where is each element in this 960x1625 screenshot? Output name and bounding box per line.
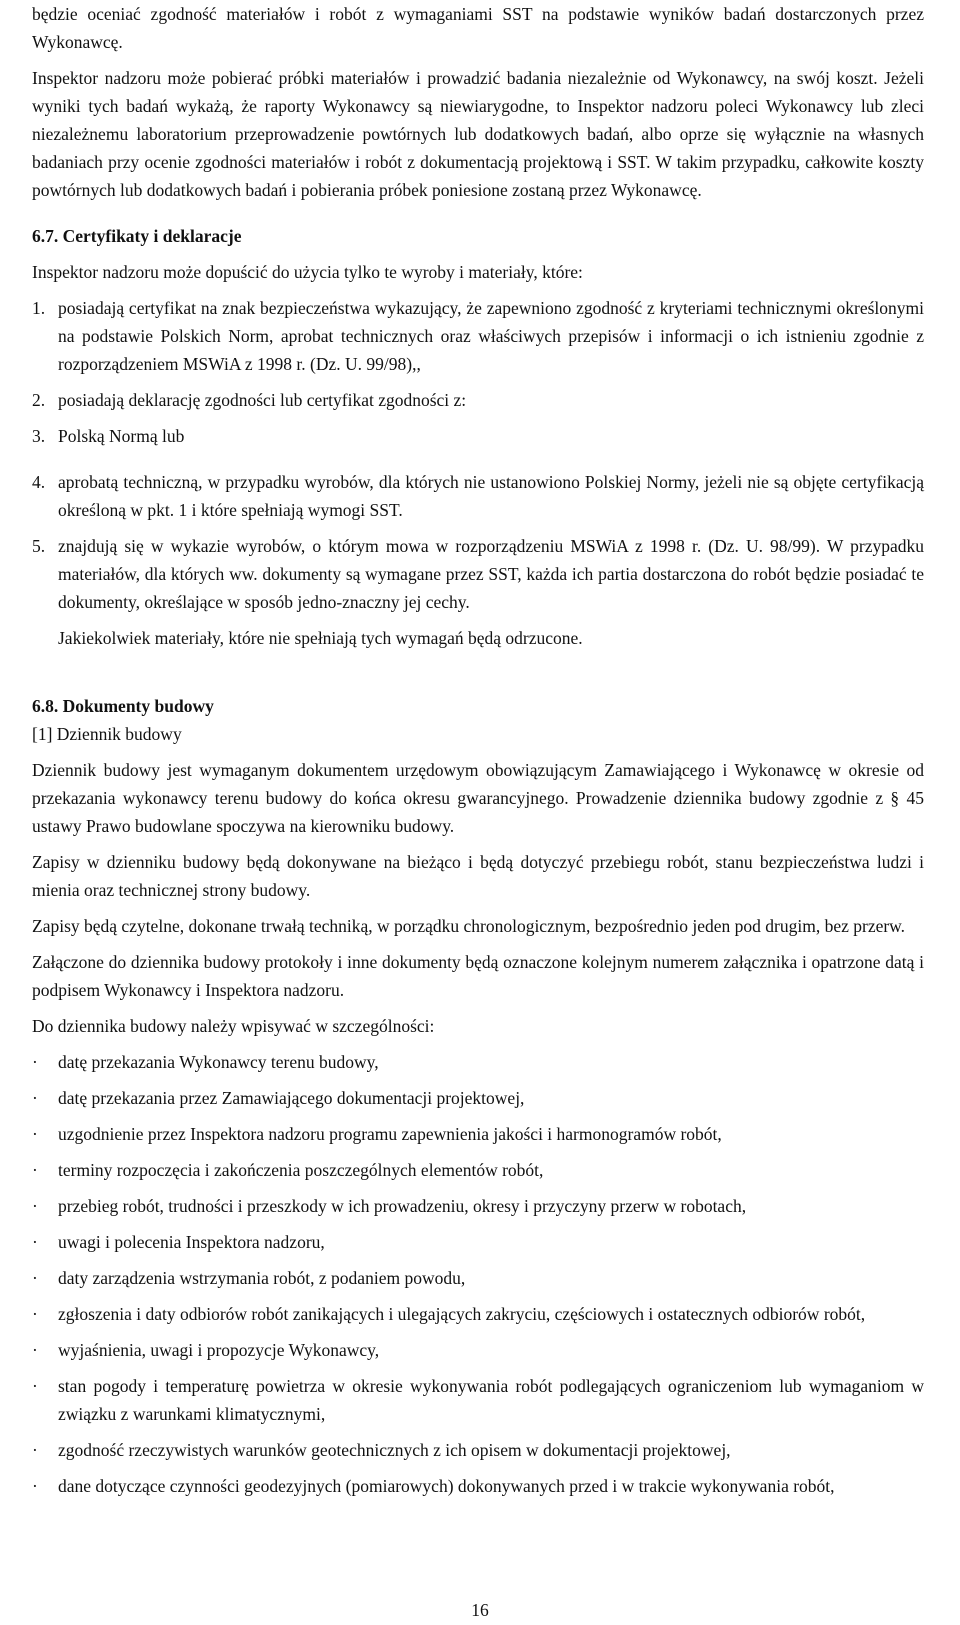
list-item-text: daty zarządzenia wstrzymania robót, z podaniem powodu, xyxy=(58,1268,466,1288)
list-item xyxy=(32,468,924,524)
list-item-text: posiadają deklarację zgodności lub certyfikat zgodności z: xyxy=(58,390,467,410)
list-item xyxy=(32,1472,924,1500)
list-item-text: uzgodnienie przez Inspektora nadzoru programu zapewnienia jakości i harmonogramów robót, xyxy=(58,1124,722,1144)
list-item-text: przebieg robót, trudności i przeszkody w ich prowadzeniu, okresy i przyczyny przerw w robotach, xyxy=(58,1196,747,1216)
bullet-dot: · xyxy=(32,1124,38,1144)
section-6-8-paragraph: Dziennik budowy jest wymaganym dokumentem urzędowym obowiązującym Zamawiającego i Wykonawcę w okresie od przekazania wykonawcy terenu budowy do końca okresu gwarancyjnego. Prowadzenie dziennika budowy zgodnie z § 45 ustawy Prawo budowlane spoczywa na kierowniku budowy. xyxy=(32,760,924,836)
list-item-text: uwagi i polecenia Inspektora nadzoru, xyxy=(58,1232,325,1252)
list-item xyxy=(32,1436,924,1464)
section-6-7-lead: Inspektor nadzoru może dopuścić do użycia tylko te wyroby i materiały, które: xyxy=(32,262,583,282)
intro-paragraph-2: Inspektor nadzoru może pobierać próbki materiałów i prowadzić badania niezależnie od Wykonawcy, na swój koszt. Jeżeli wyniki tych badań wykażą, że raporty Wykonawcy są niewiarygodne, to Inspektor nadzoru poleci Wykonawcy lub zleci niezależnemu laboratorium przeprowadzenie powtórnych lub dodatkowych badań, albo oprze się wyłącznie na własnych badaniach przy ocenie zgodności materiałów i robót z dokumentacją projektową i SST. W takim przypadku, całkowite koszty powtórnych lub dodatkowych badań i pobierania próbek poniesione zostaną przez Wykonawcę. xyxy=(32,68,924,200)
list-item-text: dane dotyczące czynności geodezyjnych (pomiarowych) dokonywanych przed i w trakcie wykonywania robót, xyxy=(58,1476,835,1496)
section-6-7-closing: Jakiekolwiek materiały, które nie spełniają tych wymagań będą odrzucone. xyxy=(58,628,583,648)
list-item xyxy=(32,1264,924,1292)
section-6-7-heading: 6.7. Certyfikaty i deklaracje xyxy=(32,226,242,246)
list-item xyxy=(32,294,924,378)
list-item xyxy=(32,1228,924,1256)
list-item-number: 1. xyxy=(32,298,46,318)
list-item xyxy=(32,386,924,414)
section-6-8-paragraph: Do dziennika budowy należy wpisywać w szczególności: xyxy=(32,1016,435,1036)
list-item-number: 4. xyxy=(32,472,46,492)
list-item xyxy=(32,1300,924,1328)
list-item xyxy=(32,1336,924,1364)
page-body xyxy=(32,0,924,1508)
list-item xyxy=(32,1372,924,1428)
list-item xyxy=(32,1120,924,1148)
list-item-text: wyjaśnienia, uwagi i propozycje Wykonawcy, xyxy=(58,1340,380,1360)
bullet-list xyxy=(32,1048,924,1500)
bullet-dot: · xyxy=(32,1052,38,1072)
bullet-dot: · xyxy=(32,1476,38,1496)
bullet-dot: · xyxy=(32,1440,38,1460)
bullet-dot: · xyxy=(32,1268,38,1288)
list-item-text: zgłoszenia i daty odbiorów robót zanikających i ulegających zakryciu, częściowych i ostatecznych odbiorów robót, xyxy=(58,1304,866,1324)
list-item xyxy=(32,532,924,616)
list-item xyxy=(32,1156,924,1184)
section-6-8-paragraph: Zapisy w dzienniku budowy będą dokonywane na bieżąco i będą dotyczyć przebiegu robót, stanu bezpieczeństwa ludzi i mienia oraz technicznej strony budowy. xyxy=(32,852,924,900)
list-item-text: datę przekazania Wykonawcy terenu budowy, xyxy=(58,1052,379,1072)
list-item-text: posiadają certyfikat na znak bezpieczeństwa wykazujący, że zapewniono zgodność z kryteriami technicznymi określonymi na podstawie Polskich Norm, aprobat technicznych oraz właściwych przepisów i informacji o ich istnieniu zgodnie z rozporządzeniem MSWiA z 1998 r. (Dz. U. 99/98),, xyxy=(58,298,924,374)
list-item-text: Polską Normą lub xyxy=(58,426,185,446)
list-item-text: terminy rozpoczęcia i zakończenia poszczególnych elementów robót, xyxy=(58,1160,544,1180)
list-item-text: stan pogody i temperaturę powietrza w okresie wykonywania robót podlegających ograniczeniom lub wymaganiom w związku z warunkami klimatycznymi, xyxy=(58,1376,924,1424)
intro-paragraph-1: będzie oceniać zgodność materiałów i robót z wymaganiami SST na podstawie wyników badań dostarczonych przez Wykonawcę. xyxy=(32,4,924,52)
bullet-dot: · xyxy=(32,1196,38,1216)
bullet-dot: · xyxy=(32,1232,38,1252)
list-item xyxy=(32,422,924,450)
list-item-number: 2. xyxy=(32,390,46,410)
list-item xyxy=(32,1048,924,1076)
page-number: 16 xyxy=(471,1600,489,1620)
section-6-8-subheading: [1] Dziennik budowy xyxy=(32,724,182,744)
bullet-dot: · xyxy=(32,1088,38,1108)
list-item-text: aprobatą techniczną, w przypadku wyrobów, dla których nie ustanowiono Polskiej Normy, jeżeli nie są objęte certyfikacją określoną w pkt. 1 i które spełniają wymogi SST. xyxy=(58,472,924,520)
list-item-text: znajdują się w wykazie wyrobów, o którym mowa w rozporządzeniu MSWiA z 1998 r. (Dz. U. 98/99). W przypadku materiałów, dla których ww. dokumenty są wymagane przez SST, każda ich partia dostarczona do robót będzie posiadać te dokumenty, określające w sposób jedno-znaczny jej cechy. xyxy=(58,536,924,612)
section-6-8-paragraph: Załączone do dziennika budowy protokoły i inne dokumenty będą oznaczone kolejnym numerem załącznika i opatrzone datą i podpisem Wykonawcy i Inspektora nadzoru. xyxy=(32,952,924,1000)
bullet-dot: · xyxy=(32,1376,38,1396)
section-6-8-paragraph: Zapisy będą czytelne, dokonane trwałą techniką, w porządku chronologicznym, bezpośrednio jeden pod drugim, bez przerw. xyxy=(32,916,906,936)
list-item-number: 5. xyxy=(32,536,46,556)
list-item xyxy=(32,1192,924,1220)
bullet-dot: · xyxy=(32,1160,38,1180)
list-item-number: 3. xyxy=(32,426,46,446)
list-item-text: zgodność rzeczywistych warunków geotechnicznych z ich opisem w dokumentacji projektowej, xyxy=(58,1440,731,1460)
section-6-8-heading: 6.8. Dokumenty budowy xyxy=(32,696,214,716)
bullet-dot: · xyxy=(32,1340,38,1360)
bullet-dot: · xyxy=(32,1304,38,1324)
list-item-text: datę przekazania przez Zamawiającego dokumentacji projektowej, xyxy=(58,1088,525,1108)
list-item xyxy=(32,1084,924,1112)
